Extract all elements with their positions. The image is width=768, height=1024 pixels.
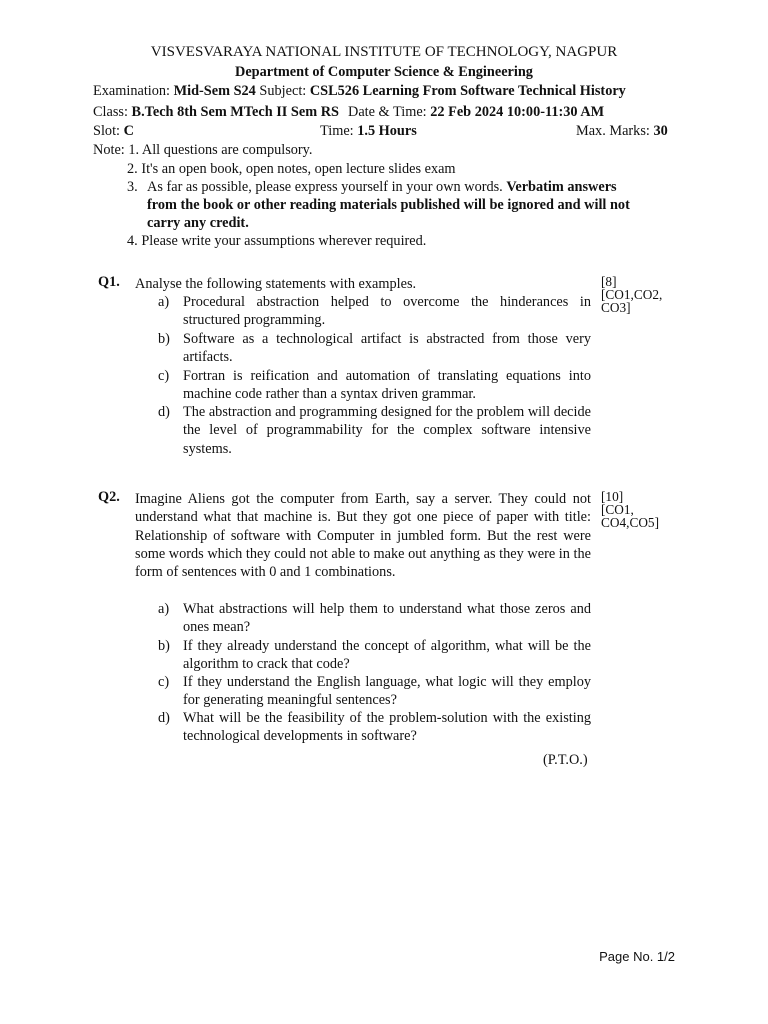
note-number: 3. (127, 179, 138, 195)
note-text-bold: Verbatim answers (506, 179, 617, 195)
exam-subject-line (93, 82, 626, 100)
class-date-line (93, 103, 604, 121)
question-1-part-c (158, 367, 591, 404)
part-label: b) (158, 638, 170, 654)
part-label: d) (158, 710, 170, 726)
datetime-label: Date & Time: (348, 104, 431, 120)
question-1-marks (601, 275, 662, 314)
marks-value: [10] (601, 489, 624, 504)
question-1-label: Q1. (98, 274, 120, 290)
slot-line (93, 122, 134, 140)
marks-value: [8] (601, 274, 617, 289)
page-number: Page No. 1/2 (599, 949, 675, 964)
max-marks-label: Max. Marks: (576, 123, 654, 139)
part-text: Procedural abstraction helped to overcome the hinderances in structured programming. (183, 294, 591, 329)
note-item-1 (93, 141, 312, 159)
question-2-label: Q2. (98, 489, 120, 505)
class-value: B.Tech 8th Sem MTech II Sem RS (131, 104, 339, 120)
note-text (147, 178, 630, 232)
question-1-part-a (158, 293, 591, 330)
course-outcomes-line1: [CO1, (601, 502, 634, 517)
course-outcomes-line1: [CO1,CO2, (601, 287, 663, 302)
subject-value: CSL526 Learning From Software Technical History (309, 83, 626, 99)
question-2-part-b (158, 637, 591, 674)
question-1-part-b (158, 330, 591, 367)
max-marks-value: 30 (653, 123, 668, 139)
note-text-bold-line2: from the book or other reading materials published will be ignored and will not (147, 197, 630, 213)
max-marks-line (576, 122, 668, 140)
course-outcomes-line2: CO4,CO5] (601, 515, 659, 530)
note-text-bold-line3: carry any credit. (147, 215, 249, 231)
part-label: a) (158, 601, 170, 617)
question-1-stem: Analyse the following statements with examples. (135, 276, 417, 292)
note-text: Please write your assumptions wherever required. (141, 233, 427, 249)
examination-label: Examination: (93, 83, 174, 99)
examination-value: Mid-Sem S24 (173, 83, 256, 99)
time-line (320, 122, 417, 140)
part-text: What will be the feasibility of the problem-solution with the existing technological developments in software? (183, 710, 591, 745)
question-2-part-d (158, 709, 591, 746)
part-text: Fortran is reification and automation of translating equations into machine code rather than a syntax driven grammar. (183, 368, 591, 403)
subject-label: Subject: (255, 83, 310, 99)
note-item-2 (127, 160, 456, 178)
note-number: 2. (127, 161, 138, 177)
time-label: Time: (320, 123, 358, 139)
part-label: a) (158, 294, 170, 310)
note-prefix: Note: (93, 142, 129, 158)
question-1-part-d (158, 403, 591, 459)
question-2-marks (601, 490, 659, 529)
datetime-value: 22 Feb 2024 10:00-11:30 AM (430, 104, 605, 120)
question-2-stem: Imagine Aliens got the computer from Earth, say a server. They could not understand what that machine is. But they got one piece of paper with title: Relationship of software with Computer in jumbled form. But the rest were some words which they could not able to make out anything as they were in the form of sentences with 0 and 1 combinations. (135, 491, 591, 581)
please-turn-over: (P.T.O.) (543, 752, 588, 768)
part-text: If they understand the English language, what logic will they employ for generating meaningful sentences? (183, 674, 591, 709)
course-outcomes-line2: CO3] (601, 300, 631, 315)
slot-label: Slot: (93, 123, 124, 139)
time-value: 1.5 Hours (357, 123, 417, 139)
part-label: c) (158, 368, 170, 384)
part-text: The abstraction and programming designed for the problem will decide the level of programmability for the complex software intensive systems. (183, 404, 591, 457)
part-text: If they already understand the concept of algorithm, what will be the algorithm to crack that code? (183, 638, 591, 673)
part-label: d) (158, 404, 170, 420)
note-number: 4. (127, 233, 138, 249)
note-text: All questions are compulsory. (141, 142, 313, 158)
department-name: Department of Computer Science & Engineering (235, 64, 533, 80)
institute-name: VISVESVARAYA NATIONAL INSTITUTE OF TECHNOLOGY, NAGPUR (150, 44, 618, 60)
note-text: It's an open book, open notes, open lecture slides exam (141, 161, 456, 177)
note-item-4 (127, 232, 426, 250)
question-2-part-a (158, 600, 591, 637)
part-text: Software as a technological artifact is abstracted from those very artifacts. (183, 331, 591, 366)
question-2-part-c (158, 673, 591, 710)
slot-value: C (123, 123, 134, 139)
note-number: 1. (128, 142, 140, 158)
note-text-plain: As far as possible, please express yourself in your own words. (147, 179, 507, 195)
part-label: b) (158, 331, 170, 347)
part-text: What abstractions will help them to understand what those zeros and ones mean? (183, 601, 591, 636)
class-label: Class: (93, 104, 132, 120)
part-label: c) (158, 674, 170, 690)
